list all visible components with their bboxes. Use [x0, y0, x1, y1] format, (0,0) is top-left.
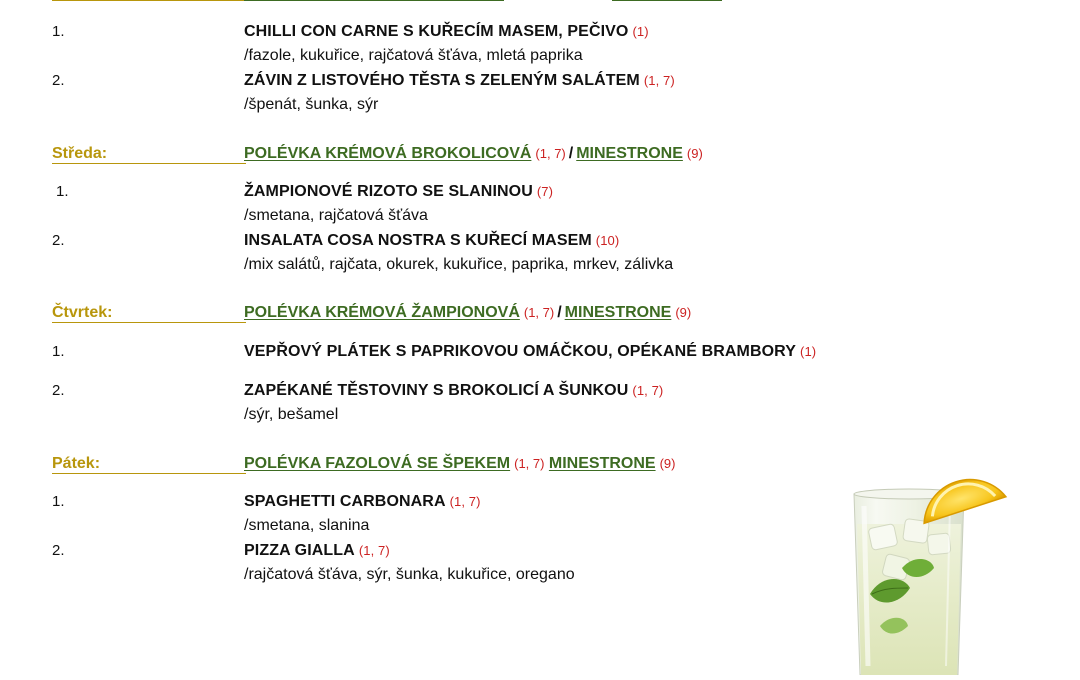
item-number: 1.: [52, 23, 65, 40]
dish-description: /rajčatová šťáva, sýr, šunka, kukuřice, oregano: [244, 566, 575, 583]
allergen-codes: (10): [595, 233, 620, 248]
day-underline: [52, 322, 246, 323]
allergen-codes: (7): [536, 184, 554, 199]
soup-underline: [244, 0, 504, 1]
item-number: 2.: [52, 72, 65, 89]
dish-name: ŽAMPIONOVÉ RIZOTO SE SLANINOU: [244, 183, 533, 200]
soup-underline: [612, 0, 722, 1]
allergen-codes: (9): [675, 305, 692, 320]
dish-description: /smetana, slanina: [244, 517, 370, 534]
allergen-codes: (9): [686, 146, 703, 161]
soup-name: MINESTRONE: [548, 455, 656, 472]
dish-name: VEPŘOVÝ PLÁTEK S PAPRIKOVOU OMÁČKOU, OPÉKANÉ BRAMBORY: [244, 343, 797, 360]
dish-name: CHILLI CON CARNE S KUŘECÍM MASEM, PEČIVO: [244, 23, 629, 40]
item-number: 2.: [52, 382, 65, 399]
allergen-codes: (1, 7): [358, 543, 390, 558]
dish-item: [244, 342, 816, 362]
allergen-codes: (1, 7): [523, 305, 555, 320]
day-label-thursday: Čtvrtek:: [52, 304, 113, 321]
item-number: 1.: [56, 183, 69, 200]
soup-line-wednesday: [244, 144, 703, 164]
allergen-codes: (1, 7): [535, 146, 566, 161]
item-number: 2.: [52, 232, 65, 249]
soup-name: POLÉVKA KRÉMOVÁ ŽAMPIONOVÁ: [244, 304, 520, 321]
allergen-codes: (1): [632, 24, 649, 39]
day-underline: [52, 0, 246, 1]
dish-item: [244, 381, 663, 401]
soup-name: MINESTRONE: [564, 304, 672, 321]
day-label-friday: Pátek:: [52, 455, 101, 472]
dish-name: ZÁVIN Z LISTOVÉHO TĚSTA S ZELENÝM SALÁTEM: [244, 72, 640, 89]
allergen-codes: (1): [800, 344, 817, 359]
day-underline: [52, 473, 246, 474]
item-number: 2.: [52, 542, 65, 559]
soup-line-thursday: [244, 303, 691, 323]
dish-description: /špenát, šunka, sýr: [244, 96, 379, 113]
dish-name: SPAGHETTI CARBONARA: [244, 493, 446, 510]
dish-description: /sýr, bešamel: [244, 406, 339, 423]
soup-separator: /: [568, 145, 574, 162]
soup-name: POLÉVKA KRÉMOVÁ BROKOLICOVÁ: [244, 145, 532, 162]
allergen-codes: (1, 7): [643, 73, 675, 88]
cropped-header-fragment: [52, 0, 742, 2]
dish-item: [244, 71, 675, 91]
dish-description: /smetana, rajčatová šťáva: [244, 207, 428, 224]
dish-name: PIZZA GIALLA: [244, 542, 355, 559]
allergen-codes: (9): [659, 456, 676, 471]
dish-item: [244, 22, 649, 42]
allergen-codes: (1, 7): [514, 456, 545, 471]
day-underline: [52, 163, 246, 164]
soup-name: POLÉVKA FAZOLOVÁ SE ŠPEKEM: [244, 455, 511, 472]
soup-name: MINESTRONE: [576, 145, 683, 162]
allergen-codes: (1, 7): [632, 383, 664, 398]
dish-item: [244, 231, 619, 251]
allergen-codes: (1, 7): [449, 494, 481, 509]
dish-item: [244, 182, 553, 202]
day-label-wednesday: Středa:: [52, 145, 108, 162]
dish-name: ZAPÉKANÉ TĚSTOVINY S BROKOLICÍ A ŠUNKOU: [244, 382, 629, 399]
dish-description: /fazole, kukuřice, rajčatová šťáva, mletá paprika: [244, 47, 583, 64]
dish-item: [244, 492, 481, 512]
dish-name: INSALATA COSA NOSTRA S KUŘECÍ MASEM: [244, 232, 592, 249]
item-number: 1.: [52, 343, 65, 360]
soup-line-friday: [244, 454, 675, 474]
lemonade-glass-icon: [840, 476, 1020, 675]
soup-separator: /: [557, 304, 562, 321]
dish-description: /mix salátů, rajčata, okurek, kukuřice, paprika, mrkev, zálivka: [244, 256, 674, 273]
dish-item: [244, 541, 390, 561]
item-number: 1.: [52, 493, 65, 510]
